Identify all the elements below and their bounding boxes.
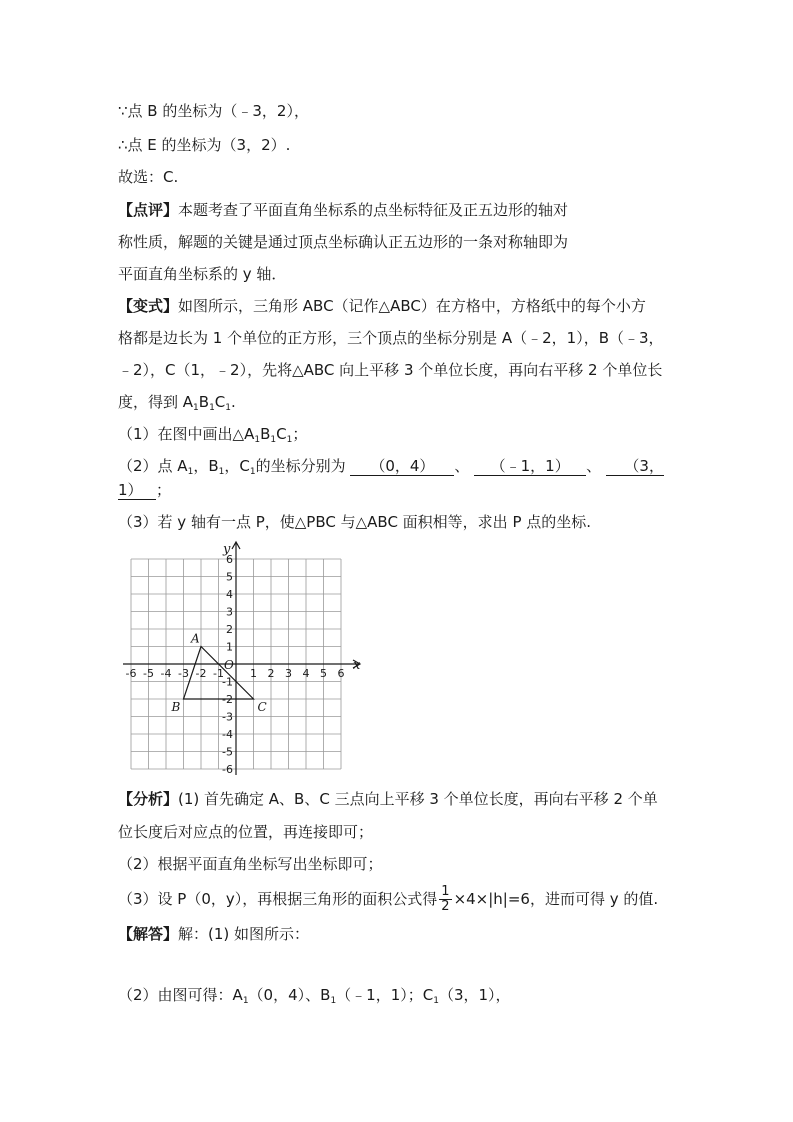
variant-4b: B [198,393,210,411]
comment-line-1 [118,200,568,220]
sub-index: 1 [242,996,249,1006]
variant-line-2: 格都是边长为 1 个单位的正方形，三个顶点的坐标分别是 A（﹣2，1），B（﹣3， [118,329,664,347]
q2b: ，B [193,457,219,475]
x-tick-label: 5 [320,667,327,680]
sub-index: 1 [193,403,199,413]
x-tick-label: 3 [285,667,292,680]
x-tick-label: -3 [178,667,189,680]
x-axis-label: x [353,658,361,673]
coordinate-grid-figure [118,538,363,778]
variant-4a: 度，得到 A [118,393,194,411]
analysis-line-2: 位长度后对应点的位置，再连接即可； [118,823,374,841]
point-label-b: B [171,700,181,714]
ans2a: （2）由图可得：A [118,986,243,1004]
y-tick-label: -4 [222,728,233,741]
x-tick-label: 4 [302,667,310,680]
question-3: （3）若 y 轴有一点 P，使△PBC 与△ABC 面积相等，求出 P 点的坐标. [118,513,592,531]
q1b: B [260,425,271,443]
y-tick-label: -1 [222,675,233,689]
fraction-denominator: 2 [441,899,450,914]
q2a: （2）点 A [118,457,188,475]
q1d: ； [292,425,308,443]
q2-end: ； [156,481,172,499]
x-tick-label: -4 [160,667,172,680]
y-tick-label: -2 [222,693,233,706]
answer-tag: 【解答】 [118,925,179,943]
ans2d: （3，1）， [438,986,511,1004]
y-axis-label: y [223,542,231,557]
comment-line-3: 平面直角坐标系的 y 轴． [118,265,287,283]
variant-4c: C [214,393,226,411]
answer-blank-3b: 1） [118,481,156,500]
variant-line-1 [118,296,646,316]
comment-line-2: 称性质，解题的关键是通过顶点坐标确认正五边形的一条对称轴即为 [118,233,569,251]
sub-index: 1 [286,435,293,445]
point-label-a: A [191,631,200,646]
sep-2: 、 [586,457,602,475]
answer-blank-3a: （3， [606,457,664,476]
point-label-c: C [257,700,267,714]
x-tick-label: 2 [267,667,275,680]
q1a: （1）在图中画出△A [118,425,255,443]
x-tick-label: -1 [213,667,224,680]
x-tick-label: 6 [337,667,345,680]
ans2c: （﹣1，1）；C [336,986,434,1004]
solution-line-2 [118,985,511,1011]
analysis-4a: （3）设 P（0，y），再根据三角形的面积公式得 [118,890,438,908]
proof-line-1: ∵点 B 的坐标为（﹣3，2）， [118,102,309,120]
fraction-numerator: 1 [441,884,450,899]
y-tick-label: -6 [222,763,233,776]
variant-line-4 [118,392,236,418]
y-tick-label: 4 [226,588,233,601]
answer-blank-2: （﹣1，1） [474,457,586,476]
analysis-tag: 【分析】 [118,790,179,808]
sub-index: 1 [330,996,337,1006]
variant-tag: 【变式】 [118,297,179,315]
fraction-one-half [439,885,451,914]
question-2-cont [118,480,171,500]
sub-index: 1 [433,996,439,1006]
sub-index: 1 [225,403,232,413]
variant-4d: . [231,393,236,411]
sub-index: 1 [209,403,215,413]
y-tick-label: -3 [222,710,233,724]
x-tick-label: -6 [125,667,137,680]
sub-index: 1 [249,467,256,477]
x-tick-label: -2 [195,667,207,680]
analysis-4b: ×4×|h|=6，进而可得 y 的值. [453,890,659,908]
answer-choice-line: 故选：C. [118,168,179,186]
x-tick-label: 1 [250,667,257,680]
y-tick-label: 1 [226,640,233,654]
y-tick-label: 6 [226,553,233,566]
y-tick-label: 2 [226,623,233,636]
answer-blank-1: （0，4） [350,457,454,476]
sub-index: 1 [270,435,277,445]
q1c: C [276,425,287,443]
q2d: 的坐标分别为 [255,457,346,475]
q2c: ，C [224,457,250,475]
sub-index: 1 [218,467,225,477]
y-tick-label: -5 [222,745,233,759]
question-1 [118,424,307,450]
solution-line-1 [118,924,309,944]
sub-index: 1 [254,435,261,445]
analysis-line-1 [118,789,658,809]
sep-1: 、 [454,457,470,475]
y-tick-label: 5 [226,570,233,584]
analysis-line-3: （2）根据平面直角坐标写出坐标即可； [118,855,383,873]
x-tick-label: -5 [143,667,154,680]
variant-line-3: ﹣2），C（1，﹣2），先将△ABC 向上平移 3 个单位长度，再向右平移 2 个单位长 [118,361,663,379]
axes [123,542,360,775]
sub-index: 1 [187,467,194,477]
origin-label: O [224,658,234,672]
y-tick-label: 3 [226,605,233,619]
answer-text-1: 解：(1) 如图所示： [178,925,310,943]
variant-text-1: 如图所示，三角形 ABC（记作△ABC）在方格中，方格纸中的每个小方 [178,297,646,315]
proof-line-2: ∴点 E 的坐标为（3，2）. [118,136,291,154]
question-2 [118,456,664,482]
analysis-line-4 [118,885,658,914]
analysis-text-1: (1) 首先确定 A、B、C 三点向上平移 3 个单位长度，再向右平移 2 个单 [178,790,658,808]
comment-tag: 【点评】 [118,201,179,219]
comment-text-1: 本题考查了平面直角坐标系的点坐标特征及正五边形的轴对 [178,201,569,219]
ans2b: （0，4）、B [248,986,331,1004]
